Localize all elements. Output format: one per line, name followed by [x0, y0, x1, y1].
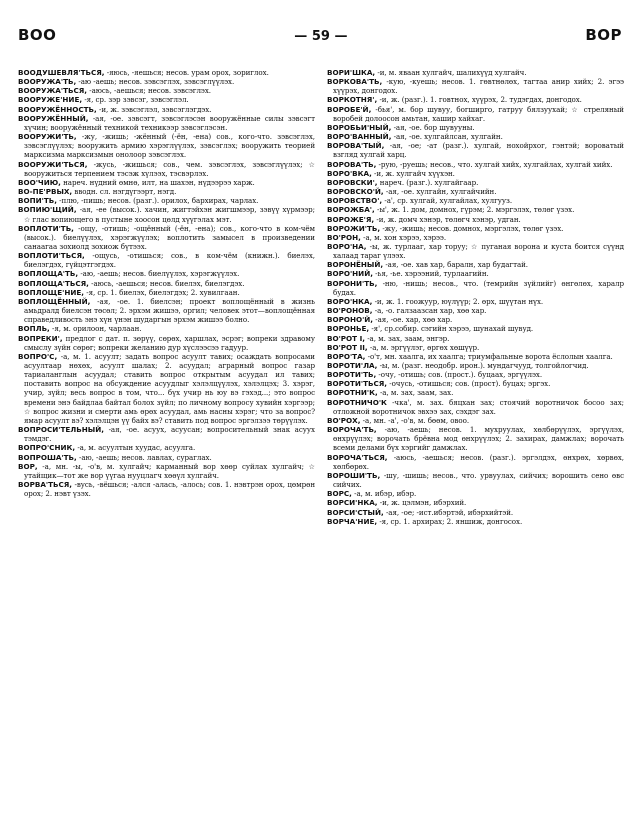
entry-headword: ВООРУЖА'ТЬ, — [18, 77, 77, 87]
dictionary-entry — [327, 279, 624, 297]
entry-definition: -а, м. зах, заам, зах. — [379, 388, 454, 398]
entry-headword: ВОПРОША'ТЬ, — [18, 452, 77, 462]
dictionary-entry — [327, 169, 624, 178]
entry-definition: -кую, -куешь; несов. 1. гөвтнөлөх, тагтаа анир хийх; 2. эгээ хүүрэх, донгодох. — [333, 77, 624, 96]
entry-definition: -ая, -ое. хулгайлсан, хулгайн. — [393, 132, 503, 142]
entry-definition: -жу, -жишь; несов. домнох, мэргэлэх, төлөг үзэх. — [382, 223, 564, 233]
entry-headword: ВОРОНЁНЫЙ, — [327, 260, 384, 270]
dictionary-entry — [327, 471, 624, 489]
entry-headword: ВООРУЖИ'ТЬСЯ, — [18, 159, 88, 169]
entry-definition: -аюсь, -аешься; несов. зэвсэглэх. — [89, 86, 211, 96]
entry-definition: -аюсь, -аешься; несов. (разг.). эргэлдэх, өнхрөх, хөрвөх, хөлбөрөх. — [333, 452, 624, 471]
dictionary-entry — [18, 462, 315, 480]
entry-definition: -ы, м. (разг. неодобр. ирон.). мундагчууд, толгойлогчид. — [379, 361, 589, 370]
dictionary-entry — [327, 498, 624, 507]
dictionary-entry — [327, 187, 624, 196]
dictionary-entry — [18, 196, 315, 205]
entry-headword: ВОО'ЧИЮ, — [18, 177, 61, 187]
entry-headword: ВОРОЖБА', — [327, 205, 375, 215]
right-running-headword: ВОР — [585, 26, 622, 44]
entry-definition: -и, ж. зэвсэглэл, зэвсэглэгдэх. — [98, 104, 212, 114]
entry-headword: ВОРОВА'ТЫЙ, — [327, 141, 385, 151]
entry-headword: ВООРУЖЕ'НИЕ, — [18, 95, 83, 105]
dictionary-entry — [18, 443, 315, 452]
left-running-headword: ВОО — [18, 26, 57, 44]
dictionary-entry — [18, 95, 315, 104]
entry-definition: -и, ж. хулгайч хүүхэн. — [374, 168, 455, 178]
dictionary-entry — [327, 260, 624, 269]
dictionary-entry — [327, 489, 624, 498]
entry-headword: ВОРОВА'ТЬ, — [327, 159, 377, 169]
entry-headword: ВОРСИ'СТЫЙ, — [327, 507, 384, 517]
entry-headword: ВОРКОТНЯ', — [327, 95, 378, 105]
entry-headword: ВОРОНО'Й, — [327, 315, 374, 325]
dictionary-entry — [18, 352, 315, 425]
entry-definition: -вусь, -вёшься; -ался -алась, -алось; сов. 1. нэвтрэн орох, цөмрөн орох; 2. нэвт үзэх. — [24, 480, 315, 499]
entry-definition: -а, м. ибэр, ибэр. — [354, 489, 417, 499]
dictionary-entry — [327, 334, 624, 343]
dictionary-entry — [18, 105, 315, 114]
entry-definition: -я, ср. зэр зэвсэг, зэвсэглэл. — [84, 95, 189, 105]
entry-definition: -ая, -ое; -ист.ибэртэй, ибэрхийтэй. — [385, 507, 514, 517]
entry-headword: ВОРОТИ'ТЬ, — [327, 370, 377, 380]
dictionary-entry — [327, 343, 624, 352]
dictionary-entry — [327, 178, 624, 187]
dictionary-entry — [327, 141, 624, 159]
dictionary-entry — [18, 324, 315, 333]
entry-definition: -плю, -пишь; несов. (разг.). орилох, бархирах, чарлах. — [59, 196, 259, 206]
entry-definition: -бья', м. бор шувуу, богширго, гатруу бялзуухай; ☆ стреляный воробей долоосон амьтан, хашир хайхаг. — [333, 104, 624, 123]
entry-definition: -я, ср. 1. архирах; 2. яншиж, донгосох. — [379, 516, 523, 526]
entry-headword: ВОРОТНИ'К, — [327, 388, 378, 398]
entry-headword: ВОРОЖИ'ТЬ, — [327, 223, 381, 233]
entry-headword: ВОПЛОЩЁННЫЙ, — [18, 296, 91, 306]
dictionary-entry — [327, 297, 624, 306]
dictionary-entry — [327, 370, 624, 379]
dictionary-entry — [327, 352, 624, 361]
dictionary-entry — [18, 453, 315, 462]
entry-definition: -ая, -ое. 1. биелсэн; проект воплощённый в жизнь амьдралд биелсэн төсөл; 2. эрхэм жишээ, оргил; человек этот—воплощённая справедливость энэ хүн үнэн шударгын эрхэм жишээ болно. — [24, 296, 315, 325]
entry-definition: -аю, -аешь; несов. биелүүлэх, хэрэгжүүлэх. — [80, 269, 240, 279]
entry-definition: -жусь, -жишься; сов., чем. зэвсэглэх, зэвсэглүүлэх; ☆ вооружиться терпением тэсэж хүлээх, тэсвэрлэх. — [24, 159, 315, 178]
dictionary-entry — [327, 205, 624, 214]
entry-headword: ВОПЛЬ, — [18, 324, 50, 334]
entry-definition: -ая, -ое. хар, хөө хар. — [375, 315, 453, 325]
dictionary-entry — [18, 251, 315, 269]
dictionary-entry — [327, 68, 624, 77]
dictionary-entry — [18, 288, 315, 297]
entry-definition: -ая, -ее (высок.). хачин, жигтэйхэн жигшмээр, зэвүү хүрмээр; ☆ глас вопиющего в пустыне хоосон цөлд хүүгэлах мэт. — [24, 205, 315, 224]
entry-headword: ВОРОТИ'ТЬСЯ, — [327, 379, 388, 389]
entry-headword: ВОПЛОТИ'ТЬСЯ, — [18, 251, 85, 261]
entry-headword: ВООДУШЕВЛЯ'ТЬСЯ, — [18, 68, 105, 77]
entry-headword: ВОПРЕКИ', — [18, 333, 63, 343]
entry-headword: ВО-ПЕ'РВЫХ, — [18, 187, 73, 197]
entry-definition: вводн. сл. нэгдүгээрт, нэгд. — [74, 187, 177, 197]
dictionary-entry — [18, 297, 315, 324]
entry-headword: ВОРОТНИЧО'К — [327, 397, 387, 407]
entry-definition: -жу, -жишь; -жённый (-ён, -ена) сов., кого-что. зэвсэглэх, зэвсэглүүлэх; вооружить армию хэрэглүүлэх, зэвсэглэх; вооружить теорией марксизма марксизмын онолоор зэвсэглэх. — [24, 132, 315, 160]
entry-definition: -ы, ж. турлааг, хар торуу; ☆ пуганая ворона и куста боится сүүнд халаад тараг үлээх. — [333, 241, 624, 261]
dictionary-entry — [327, 77, 624, 95]
entry-definition: -и, ж. (разг.). 1. говтнох, хүүрэх, 2. тудэгдах, донгодох. — [379, 95, 582, 105]
dictionary-entry — [327, 242, 624, 260]
dictionary-entry — [327, 123, 624, 132]
entry-definition: -ая, -ое. хав хар, баралн, хар будагтай. — [385, 260, 529, 270]
entry-headword: ВОРОНИ'ТЬ, — [327, 278, 378, 288]
dictionary-entry — [327, 388, 624, 397]
entry-definition: -я, м. орилоон, чарлаан. — [52, 324, 142, 334]
entry-headword: ВОРВА'ТЬСЯ, — [18, 480, 73, 490]
dictionary-entry — [327, 233, 624, 242]
dictionary-entry — [18, 132, 315, 159]
dictionary-entry — [18, 86, 315, 95]
entry-definition: -я', ср.собир. сэгийн хэрээ, шунахай шувуд. — [371, 324, 534, 334]
entry-definition: -а, мн. -ы, -о'в, м. хулгайч; карманный вор хөөр суйлах хулгайч; ☆ утайщик—тот же вор үүгаа нууцлагч хөөүл хулгайч. — [24, 461, 315, 480]
dictionary-entry — [18, 425, 315, 443]
dictionary-entry — [327, 379, 624, 388]
entry-headword: ВОПИЮ'ЩИЙ, — [18, 205, 77, 215]
dictionary-entry — [18, 178, 315, 187]
entry-definition: -а, -о. галзаазсан хар, хөө хар. — [374, 306, 487, 316]
entry-headword: ВОРО'ВАННЫЙ, — [327, 132, 392, 142]
entry-definition: -а, м. 1. асуулт; задать вопрос асуулт тавих; осаждать вопросами асуултаар нөхөх, асуулт шалах; 2. асуудал; аграрный вопрос газар тариаланглын асуудал; ставить вопрос открытым асуудал ил тавих; поставить вопрос на обсуждение асуудлыг хэлэлцүүлэх, хэлэлцэх; 3. хэрэг, учир, зүйл; весь вопрос в том, что... бүх учир нь юу вэ гэхэд...; это вопрос времени энэ байдлаа байтал болох зүйл; по личному вопросу хувийн хэргээр; ☆ вопрос жизни и смерти амь өрөх асуудал, амь насны хэрэг; что за вопрос? ямар асуулт вэ? хэлэлцэн үү байх вэ? ставить под вопрос эргэлзээ төрүүлэх. — [24, 351, 315, 425]
dictionary-entry — [327, 517, 624, 526]
entry-definition: -чка', м. зах. бяцхан зах; стоячий воротничок босоо зах; отложной воротничок эвхээ зах, сэхдэг зах. — [333, 397, 624, 416]
entry-definition: -ощу, -отишь; -ощённый (-ён, -ена); сов., кого-что в ком-чём (высок.). биелүүлэх, хэрэгжүүлэх; воплотить замысел в произведении санаагаа зохиолд зохиож бүтээх. — [24, 223, 315, 251]
dictionary-entry — [327, 453, 624, 471]
entry-headword: ВОРОВСКИ', — [327, 177, 378, 187]
dictionary-entry — [18, 480, 315, 498]
dictionary-entry — [18, 334, 315, 352]
entry-definition: -а, мн. -а', -о'в, м. бөөм, овоо. — [362, 415, 470, 425]
dictionary-entry — [18, 269, 315, 278]
entry-definition: -ая, -ое. зэвсэгт, зэвсэглэсэн вооружённые силы зэвсэгт хүчин; вооружённый техникой техникээр зэвсэглэсэн. — [24, 113, 315, 132]
entry-definition: -о'т, мн. хаалга, их хаалга; триумфальные ворота ёслолын хаалга. — [367, 351, 613, 361]
entry-definition: -а, м. зах, заам, энгэр. — [367, 333, 450, 343]
dictionary-entry — [327, 306, 624, 315]
entry-headword: ВОПЛОЩА'ТЬСЯ, — [18, 278, 89, 288]
entry-definition: -а, м. асуултын хуудас, асуулга. — [77, 443, 196, 453]
entry-headword: ВОПИ'ТЬ, — [18, 196, 57, 206]
entry-definition: -шу, -шишь; несов., что. урвуулах, сийчих; ворошить сено өвс сийчих. — [333, 470, 624, 490]
dictionary-entry — [327, 160, 624, 169]
dictionary-entry — [18, 114, 315, 132]
dictionary-entry — [327, 132, 624, 141]
entry-headword: ВО'РОТ I, — [327, 333, 365, 343]
entry-headword: ВОРКОВА'ТЬ, — [327, 77, 383, 87]
entry-headword: ВОРСИ'НКА, — [327, 498, 378, 508]
entry-headword: ВОРОЖЕ'Я, — [327, 214, 375, 224]
entry-definition: -аюсь, -аешься; несов. биелэх, биелэгдэх. — [91, 278, 245, 288]
entry-definition: нареч. (разг.). хулгайгаар. — [379, 177, 479, 187]
dictionary-entry — [327, 324, 624, 333]
entry-definition: -а, м. хон хэрээ, хэрээ. — [363, 232, 447, 242]
dictionary-entry — [327, 95, 624, 104]
entry-definition: -ая, -ое. асуух, асуусан; вопросительный знак асуух тэмдэг. — [24, 425, 315, 444]
entry-headword: ВОРЧА'НИЕ, — [327, 516, 378, 526]
entry-definition: -ню, -нишь; несов., что. (темрийн зүйлийг) өнгөлөх, харалр будах. — [333, 278, 624, 297]
entry-headword: ВОРОВСТВО', — [327, 196, 383, 206]
entry-headword: ВОРИ'ШКА, — [327, 68, 376, 77]
dictionary-entry — [327, 425, 624, 452]
entry-headword: ВООРУЖЁННЫЙ, — [18, 113, 89, 123]
left-column — [18, 68, 315, 814]
dictionary-entry — [327, 269, 624, 278]
dictionary-entry — [18, 205, 315, 223]
entry-definition: предлог с дат. п. зөрүү, сөрөх, харшлах, эсрэг; вопреки здравому смыслу зүйн сөрөг; вопреки желанию дур хүслээсээ гадуур. — [24, 333, 315, 352]
dictionary-entry — [18, 187, 315, 196]
entry-definition: -ощусь, -отишься; сов., в ком-чём (книжн.). биелэх, биелэгдэх, гүйцэтгэгдэх. — [24, 251, 315, 270]
entry-headword: ВОРОЧА'ТЬСЯ, — [327, 452, 388, 462]
entry-definition: -а', ср. хулгай, хулгайлах, хулгууз. — [384, 196, 513, 206]
entry-headword: ВОРОТИ'ЛА, — [327, 361, 378, 370]
dictionary-entry — [327, 105, 624, 123]
entry-headword: ВО'РОТ II, — [327, 342, 368, 352]
entry-headword: ВО'РОХ, — [327, 415, 361, 425]
dictionary-entry — [18, 68, 315, 77]
entry-definition: нареч. нүдний өмнө, илт, на шахэн, нүдээрээ харж. — [63, 177, 255, 187]
entry-headword: ВООРУЖА'ТЬСЯ, — [18, 86, 87, 96]
entry-definition: -ая, -ое. бор шувууны. — [393, 122, 475, 132]
entry-headword: ВОПЛОЩЕ'НИЕ, — [18, 287, 84, 297]
entry-definition: -и, ж. цэлмэн, ибэрхий. — [379, 498, 467, 508]
entry-headword: ВОРОВСКО'Й, — [327, 187, 384, 197]
page-header — [0, 26, 638, 48]
entry-headword: ВОРОШИ'ТЬ, — [327, 470, 381, 480]
entry-headword: ВОРО'НКА, — [327, 296, 373, 306]
page-number: — 59 — — [294, 29, 348, 44]
entry-definition: -аю -аешь; несов. зэвсэглэх, зэвсэглүүлэх. — [78, 77, 235, 87]
entry-headword: ВОРО'ТА, — [327, 351, 366, 361]
entry-definition: -аю, -аешь; несов. 1. мухруулах, хөлбөрүүлэх, эргүүлэх, өнхрүүлэх; ворочать брёвна мод өнхрүүлэх; 2. захирах, дамжлах; ворочать всеми делами бүх хэргийг дамжлах. — [333, 425, 624, 453]
dictionary-entry — [327, 196, 624, 205]
entry-definition: -и, м. яваан хулгайч, шалихүүд хулгайч. — [377, 68, 527, 77]
entry-definition: -ая, -ое; -ат (разг.). хулгай, нохойрхог, гэнтэй; вороватый взгляд хулгай харц. — [333, 141, 624, 160]
entry-headword: ВО'РОН, — [327, 232, 361, 242]
dictionary-entry — [327, 398, 624, 416]
dictionary-entry — [327, 508, 624, 517]
entry-headword: ВОРОБЕ'Й, — [327, 104, 372, 114]
entry-definition: -рую, -руешь; несов., что. хулгай хийх, хулгайлах, хулгай хийх. — [378, 159, 613, 169]
entry-headword: ВО'РОНОВ, — [327, 306, 373, 316]
dictionary-entry — [18, 279, 315, 288]
dictionary-entry — [327, 315, 624, 324]
dictionary-entry — [327, 224, 624, 233]
dictionary-entry — [327, 215, 624, 224]
entry-headword: ВОРОЧА'ТЬ, — [327, 425, 377, 435]
entry-headword: ВОПРОСИ'ТЕЛЬНЫЙ, — [18, 425, 104, 435]
entry-headword: ВОПЛОТИ'ТЬ, — [18, 223, 74, 233]
dictionary-entry — [18, 224, 315, 251]
dictionary-entry — [327, 361, 624, 370]
dictionary-entry — [18, 160, 315, 178]
entry-headword: ВОР, — [18, 461, 38, 471]
entry-headword: ВОПРО'С, — [18, 351, 58, 361]
entry-definition: -яюсь, -яешься; несов. урам орох, зориглох. — [106, 68, 269, 77]
entry-definition: -и, ж. 1. гоожуур, юүлүүр; 2. өрх, шүүтан нүх. — [374, 296, 544, 306]
entry-headword: ВОРОНЬЕ, — [327, 324, 370, 334]
entry-headword: ВОПЛОЩА'ТЬ, — [18, 269, 79, 279]
entry-headword: ВОПРО'СНИК, — [18, 443, 76, 453]
entry-headword: ВОРО'НА, — [327, 241, 367, 251]
dictionary-entry — [18, 77, 315, 86]
entry-headword: ВООРУЖЁННОСТЬ, — [18, 104, 97, 114]
entry-definition: -я, ср. 1. биелэх, биелэгдэх; 2. хувилгаан. — [86, 287, 240, 297]
entry-definition: -аю, -аешь; несов. лавлах, сураглах. — [78, 452, 212, 462]
columns — [18, 68, 624, 814]
entry-headword: ВОРО'НИЙ, — [327, 269, 373, 279]
entry-definition: -и, ж. домч хэнэр, төлөгч хэнэр, удган. — [376, 214, 521, 224]
entry-headword: ВОРО'ВКА, — [327, 168, 372, 178]
entry-definition: -очусь, -отишься; сов. (прост). буцах; эргэх. — [389, 379, 551, 389]
entry-headword: ВОРОБЬИ'НЫЙ, — [327, 122, 392, 132]
right-column — [327, 68, 624, 814]
entry-headword: ВОРС, — [327, 489, 352, 499]
entry-headword: ВООРУЖИ'ТЬ, — [18, 132, 77, 142]
entry-definition: -а, м. эргүүлэг, өргөх хөшүүр. — [369, 342, 480, 352]
entry-definition: -ы', ж. 1. дом, домнох, гүрэм; 2. мэргэлэх, төлөг үзэх. — [376, 205, 575, 215]
entry-definition: -ья, -ье. хэрээний, турлаагийн. — [375, 269, 489, 279]
entry-definition: -ая, -ое. хулгайн, хулгайчийн. — [385, 187, 497, 197]
dictionary-entry — [327, 416, 624, 425]
entry-definition: -очу, -отишь; сов. (прост.). буцаах, эргүүлэх. — [378, 370, 543, 380]
